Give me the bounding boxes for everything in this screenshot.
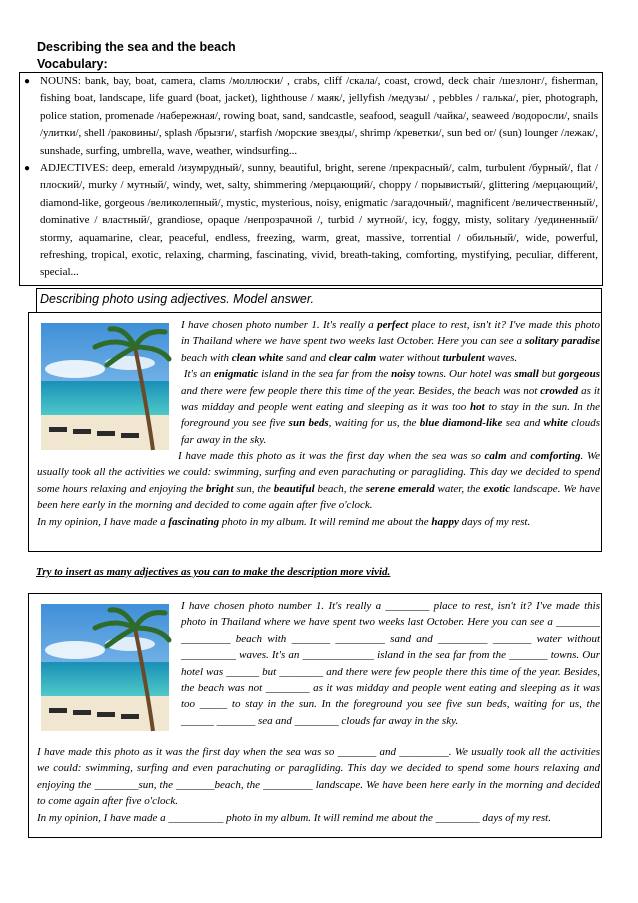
beach-photo-image [35,598,175,737]
bullet-icon: ● [24,163,31,175]
exercise-bottom-text: I have made this photo as it was the first day when the sea was so _______ and _________. We usually took all the activities we could: swimming, surfing and even parachuting or paragliding. This day we decided to spend some hours relaxing and enjoying the ________sun, the _______beach, the _________ landscape. We have been here early in the morning and decided to come again after five o'clock. [37,746,600,808]
adj-gorgeous: gorgeous [558,368,601,381]
exercise-paragraph-bottom [37,744,600,826]
adj-clear-calm: clear calm [328,351,377,364]
adj-enigmatic: enigmatic [213,368,259,381]
adj-happy: happy [431,515,459,528]
adj-serene-emerald: serene emerald [365,482,435,495]
model-answer-paragraph-top: I have chosen photo number 1. It's really a perfect place to rest, isn't it? I've made this photo in Thailand where we have spent two weeks last October. Here you can see a solitary paradise beach with clean white sand and clear calm water without turbulent waves. It's an enigmatic island in the sea far from the noisy towns. Our hotel was small but gorgeous and there were few people there this time of the year. Besides, the beach was not crowded as it was midday and people went eating and sleeping as it was too hot to stay in the sun. In the foreground you see five sun beds, waiting for us, the blue diamond-like sea and white clouds far away in the sky. [181,319,601,446]
nouns-text: NOUNS: bank, bay, boat, camera, clams /моллюски/ , crabs, cliff /скала/, coast, crowd, deck chair /шезлонг/, fisherman, fishing boat, landscape, life guard (boat, jacket), lighthouse / маяк/, jellyfish /медузы/ , pebbles / галька/, pier, photograph, police station, promenade /набережная/, rowing boat, sand, sandcastle, seafood, seagull /чайка/, seaweed /водоросли/, snails /улитки/, shell /раковины/, splash /брызги/, starfish /морские звезды/, shrimp /креветки/, sun bed or/ (sun) lounger /лежак/, sunshade, surfing, umbrella, wave, weather, windsurfing... [40,75,598,157]
beach-photo-exercise [35,598,175,737]
adjectives-text: ADJECTIVES: deep, emerald /изумрудный/, sunny, beautiful, bright, serene /прекрасный/, calm, turbulent /бурный/, flat / плоский/, murky / мутный/, windy, wet, salty, shimmering /мерцающий/, choppy / порывистый/, glittering /мерцающий/, diamond-like, gorgeous /великолепный/, mystic, mysterious, noisy, enigmatic /загадочный/, magnificent /величественный/, dominative / властный/, grandiose, opaque /непрозрачной /, turbid / мутной/, icy, foggy, misty, solitary /уединенный/ stormy, aquamarine, clear, peaceful, endless, freezing, warm, great, massive, torrential / обильный/, wide, powerful, refreshing, tropical, exotic, relaxing, charming, fascinating, vivid, breath-taking, comforting, mystifying, peculiar, different, special... [40,162,598,279]
exercise-final-text: In my opinion, I have made a __________ photo in my album. It will remind me about the ________ days of my rest. [37,811,551,824]
adj-sun-beds: sun beds [288,417,329,430]
adj-beautiful: beautiful [273,482,315,495]
adj-solitary-paradise: solitary paradise [524,335,600,348]
exercise-paragraph-top: I have chosen photo number 1. It's really a ________ place to rest, isn't it? I've made this photo in Thailand where we have spent two weeks last October. Here you can see a ________ _________ beach with _______ _________ sand and _________ _______ water without __________ waves. It's an _____________ island in the sea far from the _______ towns. Our hotel was ______ but ________ and there were few people there this time of the year. Besides, the beach was not ________ as it was midday and people went eating and sleeping as it was too _____ to stay in the sun. In the foreground you see five sun beds, waiting for us, the ______ _______ sea and ________ clouds far away in the sky. [181,600,600,727]
nouns-row [20,73,602,160]
adj-crowded: crowded [540,384,579,397]
bullet-icon: ● [24,76,31,87]
adj-fascinating: fascinating [168,515,220,528]
beach-photo-image [35,317,175,456]
exercise-instruction: Try to insert as many adjectives as you can to make the description more vivid. [36,566,391,578]
adj-calm: calm [484,450,507,462]
adj-small: small [514,368,539,381]
adj-comforting: comforting [530,450,581,462]
model-answer-heading: Describing photo using adjectives. Model answer. [36,288,602,312]
heading-vocabulary: Vocabulary: [37,57,108,71]
adj-noisy: noisy [391,368,415,381]
heading-sea: Describing the sea and the beach [37,40,236,54]
vocabulary-box [19,72,603,286]
adj-bright: bright [206,482,234,495]
adj-clean-white: clean white [231,351,284,364]
adjectives-row [20,160,602,282]
adj-turbulent: turbulent [442,351,485,364]
adj-exotic: exotic [483,482,511,495]
model-answer-paragraph-bottom: I have made this photo as it was the first day when the sea was so calm and comforting. We usually took all the activities we could: swimming, surfing and even parachuting or paragliding. This day we decided to spend some hours relaxing and enjoying the bright sun, the beautiful beach, the serene emerald water, the exotic landscape. We have been here early in the morning and decided to come again after five o'clock. In my opinion, I have made a fascinating photo in my album. It will remind me about the happy days of my rest. [37,450,601,528]
adj-blue-diamond-like: blue diamond-like [419,417,503,430]
adj-perfect: perfect [377,319,409,331]
adj-white: white [543,417,568,430]
adj-hot: hot [470,401,485,414]
beach-photo-model [35,317,175,456]
